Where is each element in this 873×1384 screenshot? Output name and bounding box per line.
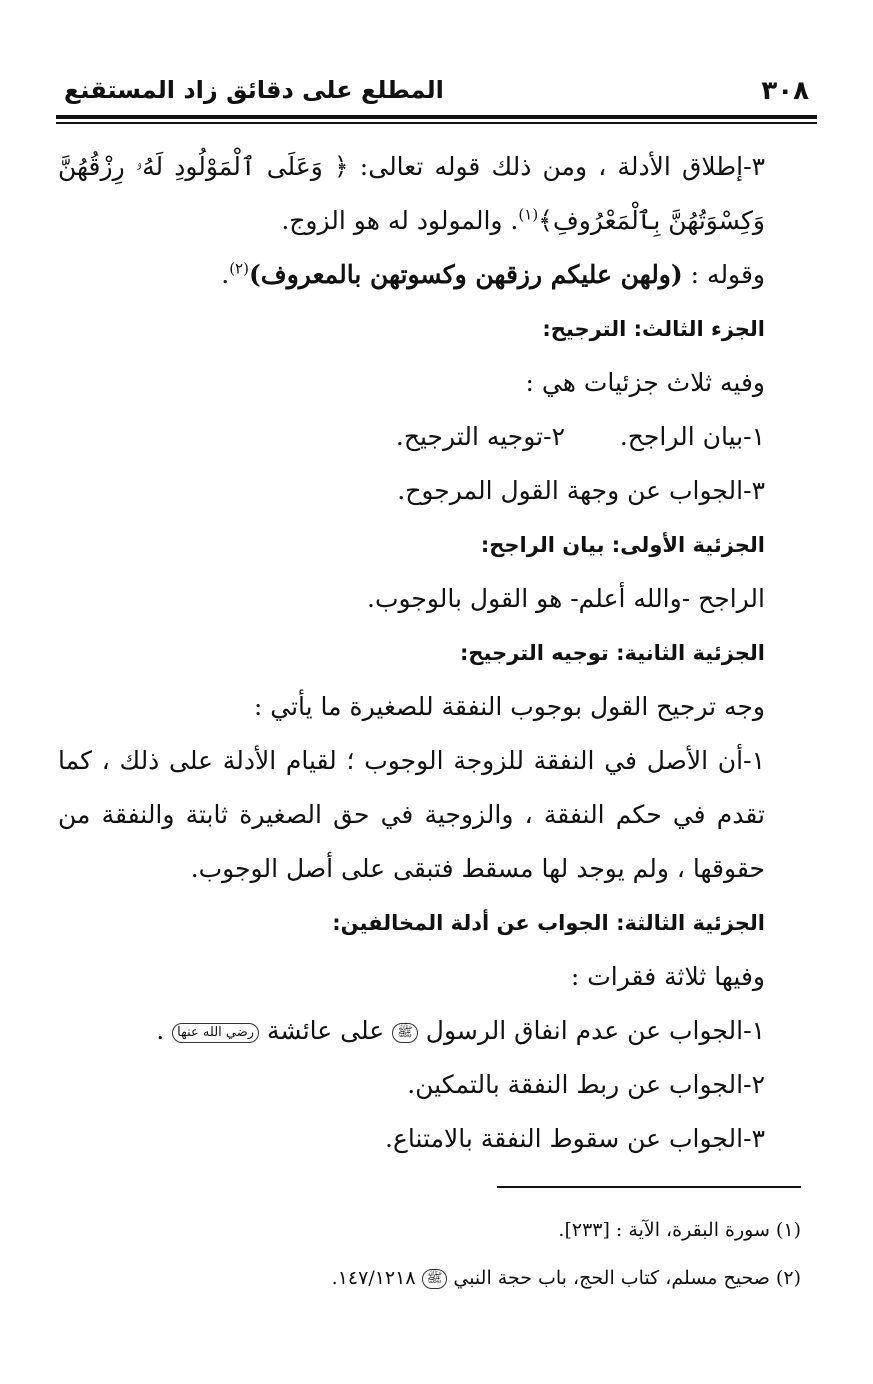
paragraph-points-intro: وفيها ثلاثة فقرات : [570,962,765,991]
footnote-1: (١) سورة البقرة، الآية : [٢٣٣]. [558,1219,801,1241]
answer-1-text-c: . [156,1016,173,1045]
footnote-ref-1[interactable]: (١) [518,205,539,224]
footnote-2-text-b: ١٤٧/١٢١٨. [331,1267,422,1289]
book-title: المطلع على دقائق زاد المستقنع [64,76,444,104]
footnote-2 [58,1254,801,1302]
list-item-answer-2: ٢-الجواب عن ربط النفقة بالتمكين. [407,1070,765,1099]
footnote-divider [497,1186,801,1188]
subsection-heading-2: الجزئية الثانية: توجيه الترجيح: [460,641,765,665]
paragraph-hadith [58,248,801,302]
answer-1-text-b: على عائشة [259,1016,393,1045]
main-text [58,140,801,1166]
paragraph-reason-1: ١-أن الأصل في النفقة للزوجة الوجوب ؛ لقيام الأدلة على ذلك ، كما تقدم في حكم النفقة ، والزوجية في حق الصغيرة ثابتة والنفقة من حقوقها ، ولم يوجد لها مسقط فتبقى على أصل الوجوب. [58,746,765,883]
hadith-lead: وقوله : [682,260,765,289]
subsection-heading-3: الجزئية الثالثة: الجواب عن أدلة المخالفين: [332,911,765,935]
parts-list-row [58,410,801,464]
footnote-ref-2[interactable]: (٢) [229,259,249,278]
header-rule-thin [56,122,817,124]
subsection-heading-1: الجزئية الأولى: بيان الراجح: [480,533,765,557]
list-item-3: ٣-الجواب عن وجهة القول المرجوح. [397,476,765,505]
paragraph-reason-intro: وجه ترجيح القول بوجوب النفقة للصغيرة ما يأتي : [253,692,765,721]
paragraph-preferred-view: الراجح -والله أعلم- هو القول بالوجوب. [367,584,765,613]
list-item-answer-3: ٣-الجواب عن سقوط النفقة بالامتناع. [385,1124,765,1153]
footnotes [58,1206,801,1302]
list-item-1: ١-بيان الراجح. [619,422,765,451]
paragraph-evidence-generality [58,140,801,248]
header-rule [56,115,817,119]
aisha-honorific-icon: رضي الله عنها [172,1023,259,1043]
page-number: ٣٠٨ [761,76,809,106]
running-header [58,70,815,116]
section-heading-preference: الجزء الثالث: الترجيح: [542,317,765,341]
paragraph-parts-intro: وفيه ثلاث جزئيات هي : [525,368,765,397]
answer-1-text-a: ١-الجواب عن عدم انفاق الرسول [417,1016,765,1045]
paragraph-tail: . والمولود له هو الزوج. [281,206,519,235]
prophet-honorific-icon-footnote: ﷺ [422,1269,448,1289]
footnote-2-text-a: (٢) صحيح مسلم، كتاب الحج، باب حجة النبي [447,1267,801,1289]
list-item-2: ٢-توجيه الترجيح. [395,422,565,451]
prophet-honorific-icon: ﷺ [392,1023,418,1043]
hadith-tail: . [221,260,230,289]
hadith-quote: (ولهن عليكم رزقهن وكسوتهن بالمعروف) [248,260,683,289]
list-item-answer-1 [58,1004,801,1058]
quran-verse: ٣-إطلاق الأدلة ، ومن ذلك قوله تعالى: ﴿ وَعَلَى ٱلْمَوْلُودِ لَهُۥ رِزْقُهُنَّ وَكِسْوَتُهُنَّ بِٱلْمَعْرُوفِ﴾ [58,152,765,235]
